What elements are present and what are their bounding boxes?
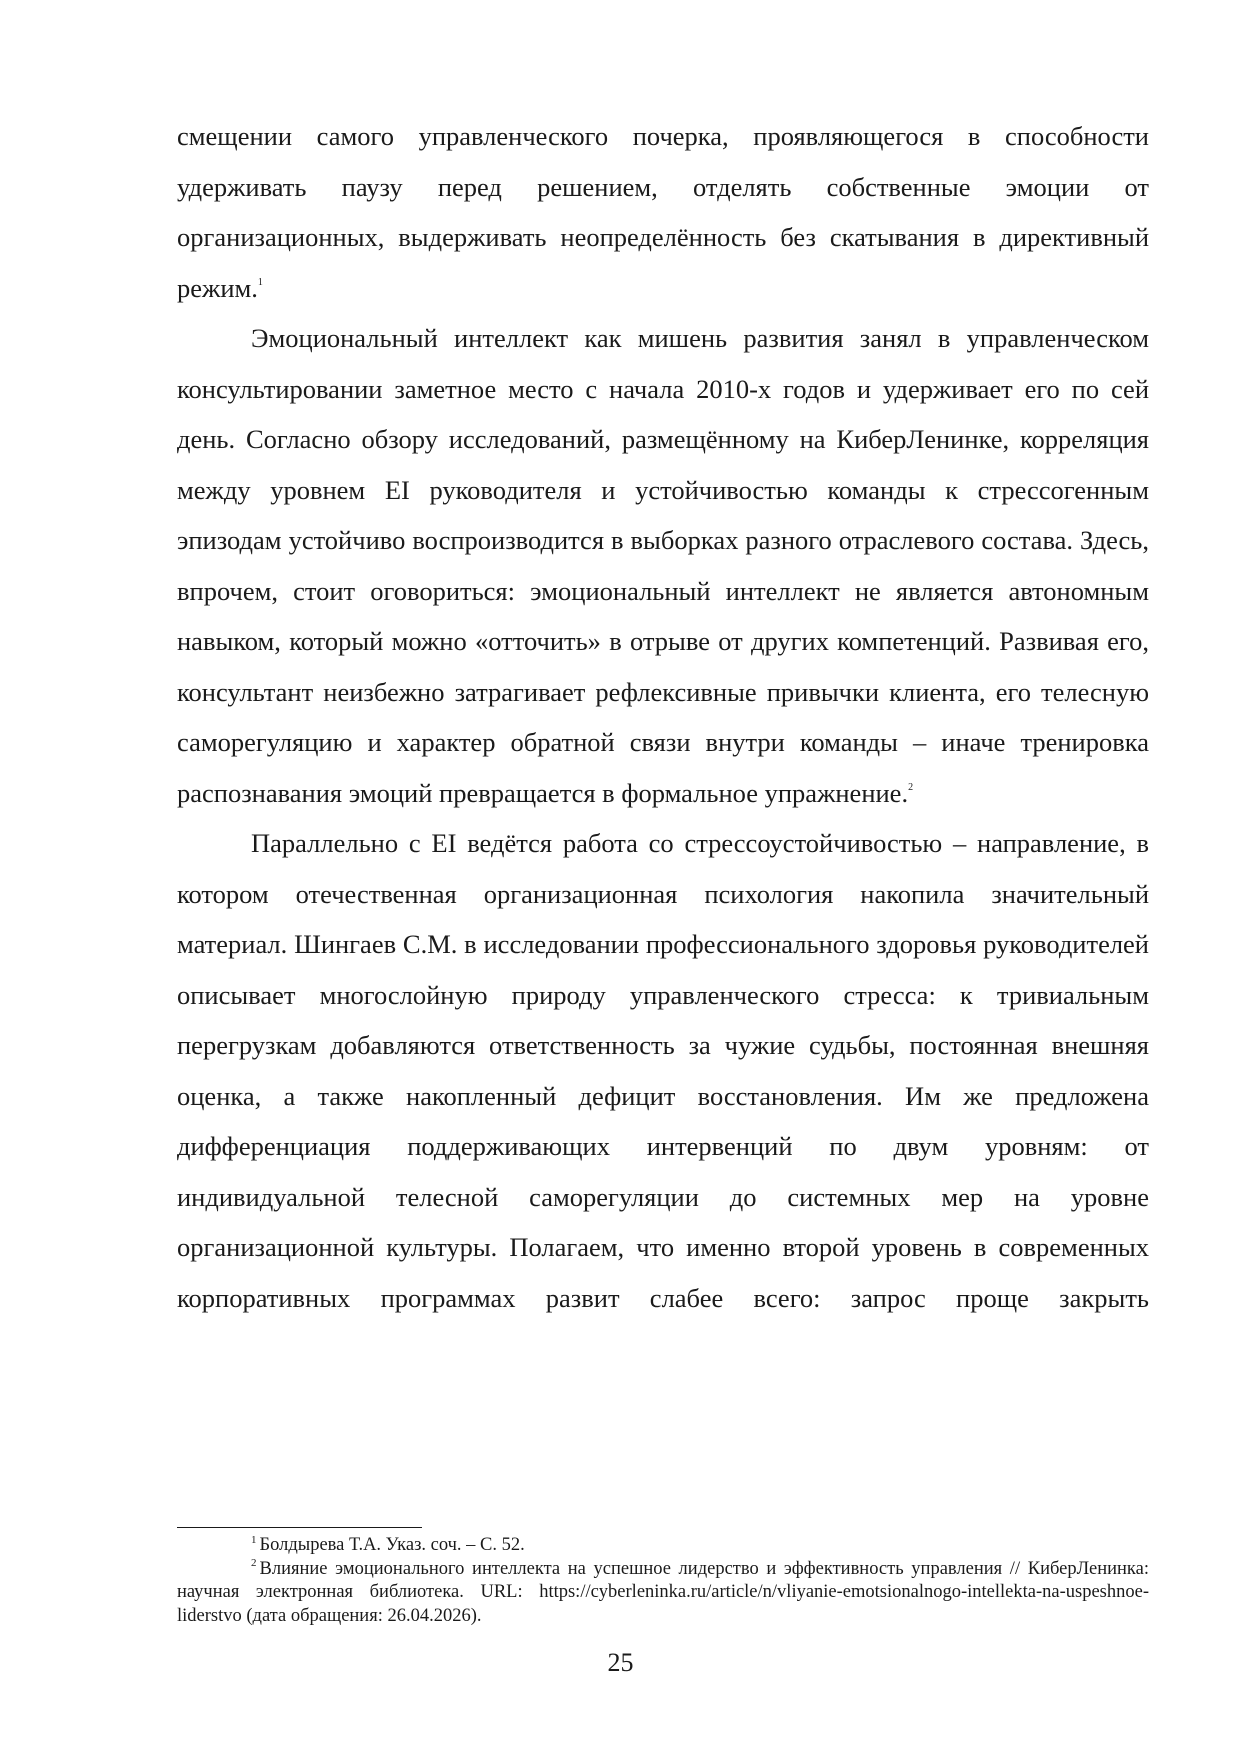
footnote-number: 2 [251,1557,257,1570]
paragraph-text: Параллельно с EI ведётся работа со стрессоустойчивостью – направление, в котором отечественная организационная психология накопила значительный материал. Шингаев С.М. в исследовании профессионального здоровья руководителей описывает многослойную природу управленческого стресса: к тривиальным перегрузкам добавляются ответственность за чужие судьбы, постоянная внешняя оценка, а также накопленный дефицит восстановления. Им же предложена дифференциация поддерживающих интервенций по двум уровням: от индивидуальной телесной саморегуляции до системных мер на уровне организационной культуры. Полагаем, что именно второй уровень в современных корпоративных программах развит слабее всего: запрос проще закрыть [177,828,1149,1313]
paragraph-3 [177,818,1149,1323]
footnote-2 [177,1558,1149,1629]
paragraph-text: смещении самого управленческого почерка, проявляющегося в способности удерживать паузу перед решением, отделять собственные эмоции от организационных, выдерживать неопределённость без скатывания в директивный режим. [177,121,1149,303]
paragraph-1 [177,111,1149,313]
footnotes [177,1527,1149,1628]
page-number: 25 [607,1648,634,1677]
paragraph-2 [177,313,1149,818]
footnote-text: Влияние эмоционального интеллекта на успешное лидерство и эффективность управления // КиберЛенинка: научная электронная библиотека. URL: https://cyberleninka.ru/article/n/vliyanie-emotsionalnogo-intellekta-na-uspeshnoe-liderstvo (дата обращения: 26.04.2026). [177,1558,1149,1626]
footnote-reference: 2 [908,781,914,793]
footnote-text: Болдырева Т.А. Указ. соч. – С. 52. [259,1535,525,1555]
footnote-separator [177,1527,422,1528]
body-text [177,111,1149,1323]
paragraph-text: Эмоциональный интеллект как мишень развития занял в управленческом консультировании заметное место с начала 2010-х годов и удерживает его по сей день. Согласно обзору исследований, размещённому на КиберЛенинке, корреляция между уровнем EI руководителя и устойчивостью команды к стрессогенным эпизодам устойчиво воспроизводится в выборках разного отраслевого состава. Здесь, впрочем, стоит оговориться: эмоциональный интеллект не является автономным навыком, который можно «отточить» в отрыве от других компетенций. Развивая его, консультант неизбежно затрагивает рефлексивные привычки клиента, его телесную саморегуляцию и характер обратной связи внутри команды – иначе тренировка распознавания эмоций превращается в формальное упражнение. [177,323,1149,808]
footnote-1 [177,1534,1149,1558]
footnote-reference: 1 [257,276,263,288]
footnote-number: 1 [251,1533,257,1546]
page-body [177,111,1149,1323]
